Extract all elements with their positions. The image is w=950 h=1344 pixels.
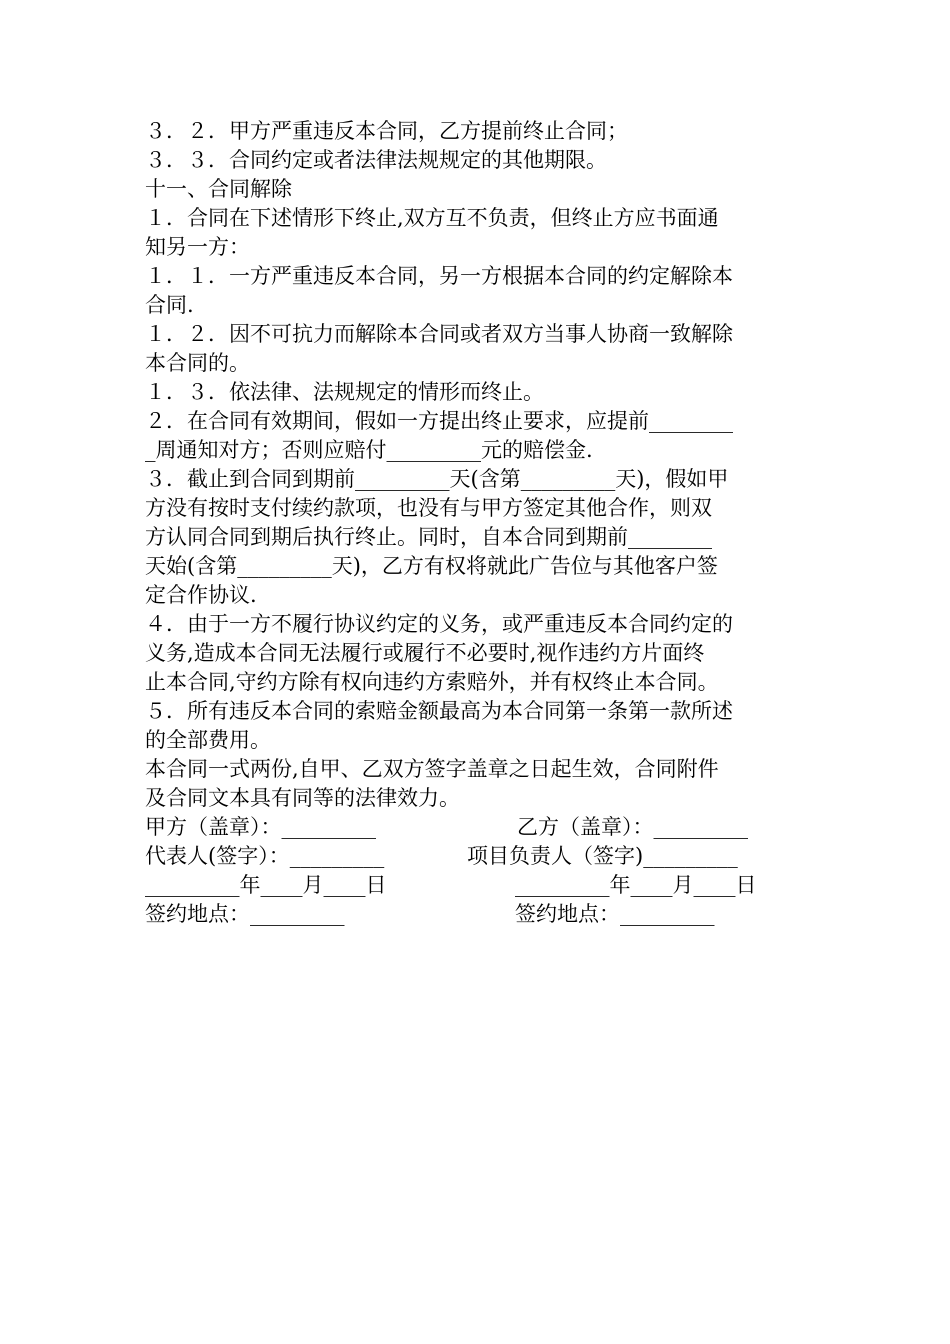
signature-row-place	[145, 900, 810, 929]
clause-1-2-line-1: １．２．因不可抗力而解除本合同或者双方当事人协商一致解除	[145, 322, 733, 346]
party-a-seal-field: 甲方（盖章）：_________	[145, 815, 376, 839]
representative-sign-field: 代表人(签字）：_________	[145, 844, 385, 868]
party-a-date-field: _________年____月____日	[145, 873, 387, 897]
clause-5-line-2: 的全部费用。	[145, 728, 271, 752]
effectiveness-line-1: 本合同一式两份,自甲、乙双方签字盖章之日起生效，合同附件	[145, 757, 719, 781]
party-b-place-field: 签约地点：_________	[515, 902, 715, 926]
party-b-date-field: _________年____月____日	[515, 873, 757, 897]
clause-3-3: ３．３．合同约定或者法律法规规定的其他期限。	[145, 148, 607, 172]
effectiveness-line-2: 及合同文本具有同等的法律效力。	[145, 786, 460, 810]
clause-1-1-line-1: １．１．一方严重违反本合同，另一方根据本合同的约定解除本	[145, 264, 733, 288]
signature-row-seal	[145, 813, 810, 842]
section-heading-termination: 十一、合同解除	[145, 177, 292, 201]
party-a-place-field: 签约地点：_________	[145, 902, 345, 926]
clause-2-line-2: _周通知对方；否则应赔付_________元的赔偿金.	[145, 438, 593, 462]
clause-1-2-line-2: 本合同的。	[145, 351, 250, 375]
clause-4-line-1: ４．由于一方不履行协议约定的义务，或严重违反本合同约定的	[145, 612, 733, 636]
clause-1-1-line-2: 合同.	[145, 293, 194, 317]
clause-2-line-1: ２．在合同有效期间，假如一方提出终止要求，应提前________	[145, 409, 733, 433]
signature-row-sign	[145, 842, 810, 871]
clause-4-line-3: 止本合同,守约方除有权向违约方索赔外，并有权终止本合同。	[145, 670, 719, 694]
clause-3-2: ３．２．甲方严重违反本合同，乙方提前终止合同；	[145, 119, 628, 143]
clause-3-line-4: 天始(含第_________天)，乙方有权将就此广告位与其他客户签	[145, 554, 718, 578]
project-lead-sign-field: 项目负责人（签字)_________	[467, 844, 738, 868]
clause-3-line-5: 定合作协议.	[145, 583, 257, 607]
clause-3-line-3: 方认同合同到期后执行终止。同时，自本合同到期前________	[145, 525, 712, 549]
clause-4-line-2: 义务,造成本合同无法履行或履行不必要时,视作违约方片面终	[145, 641, 705, 665]
clause-1-3: １．３．依法律、法规规定的情形而终止。	[145, 380, 544, 404]
clause-1-line-2: 知另一方：	[145, 235, 250, 259]
clause-3-line-2: 方没有按时支付续约款项，也没有与甲方签定其他合作，则双	[145, 496, 712, 520]
clause-5-line-1: ５．所有违反本合同的索赔金额最高为本合同第一条第一款所述	[145, 699, 733, 723]
clause-3-line-1: ３．截止到合同到期前_________天(含第_________天)，假如甲	[145, 467, 729, 491]
signature-row-date	[145, 871, 810, 900]
party-b-seal-field: 乙方（盖章）：_________	[517, 815, 748, 839]
clause-1-line-1: １．合同在下述情形下终止,双方互不负责，但终止方应书面通	[145, 206, 719, 230]
contract-page	[145, 117, 810, 929]
